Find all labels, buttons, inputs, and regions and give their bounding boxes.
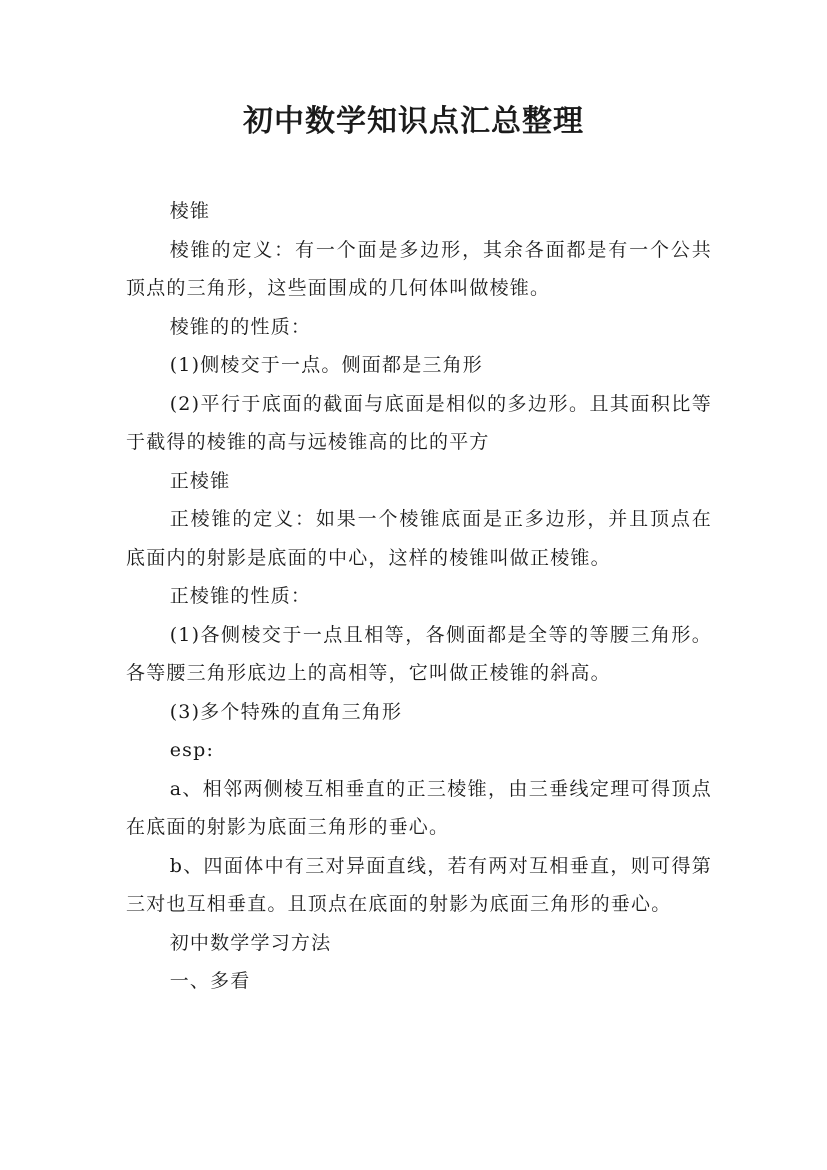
- paragraph-esp: esp:: [169, 739, 215, 761]
- paragraph-pyramid-property-2: (2)平行于底面的截面与底面是相似的多边形。且其面积比等于截得的棱锥的高与远棱锥高的比的平方: [126, 392, 712, 453]
- paragraph-pyramid-definition: 棱锥的定义：有一个面是多边形，其余各面都是有一个公共顶点的三角形，这些面围成的几何体叫做棱锥。: [126, 238, 712, 299]
- paragraph-pyramid-heading: 棱锥: [169, 200, 211, 222]
- document-body: [126, 192, 712, 1001]
- paragraph-regular-pyramid-properties-heading: 正棱锥的性质：: [169, 585, 312, 607]
- paragraph-study-methods-heading: 初中数学学习方法: [169, 931, 332, 954]
- paragraph-study-method-1: 一、多看: [169, 970, 251, 992]
- paragraph-pyramid-property-1: (1)侧棱交于一点。侧面都是三角形: [169, 354, 484, 376]
- paragraph-esp-b: b、四面体中有三对异面直线，若有两对互相垂直，则可得第三对也互相垂直。且顶点在底面的射影为底面三角形的垂心。: [126, 854, 712, 915]
- paragraph-pyramid-properties-heading: 棱锥的的性质：: [169, 315, 312, 338]
- paragraph-regular-pyramid-property-3: (3)多个特殊的直角三角形: [169, 700, 403, 723]
- paragraph-regular-pyramid-heading: 正棱锥: [169, 469, 231, 492]
- paragraph-esp-a: a、相邻两侧棱互相垂直的正三棱锥，由三垂线定理可得顶点在底面的射影为底面三角形的垂心。: [126, 777, 712, 838]
- document-title: 初中数学知识点汇总整理: [243, 104, 584, 139]
- paragraph-regular-pyramid-definition: 正棱锥的定义：如果一个棱锥底面是正多边形，并且顶点在底面内的射影是底面的中心，这样的棱锥叫做正棱锥。: [126, 508, 712, 569]
- paragraph-regular-pyramid-property-1: (1)各侧棱交于一点且相等，各侧面都是全等的等腰三角形。各等腰三角形底边上的高相等，它叫做正棱锥的斜高。: [126, 623, 712, 684]
